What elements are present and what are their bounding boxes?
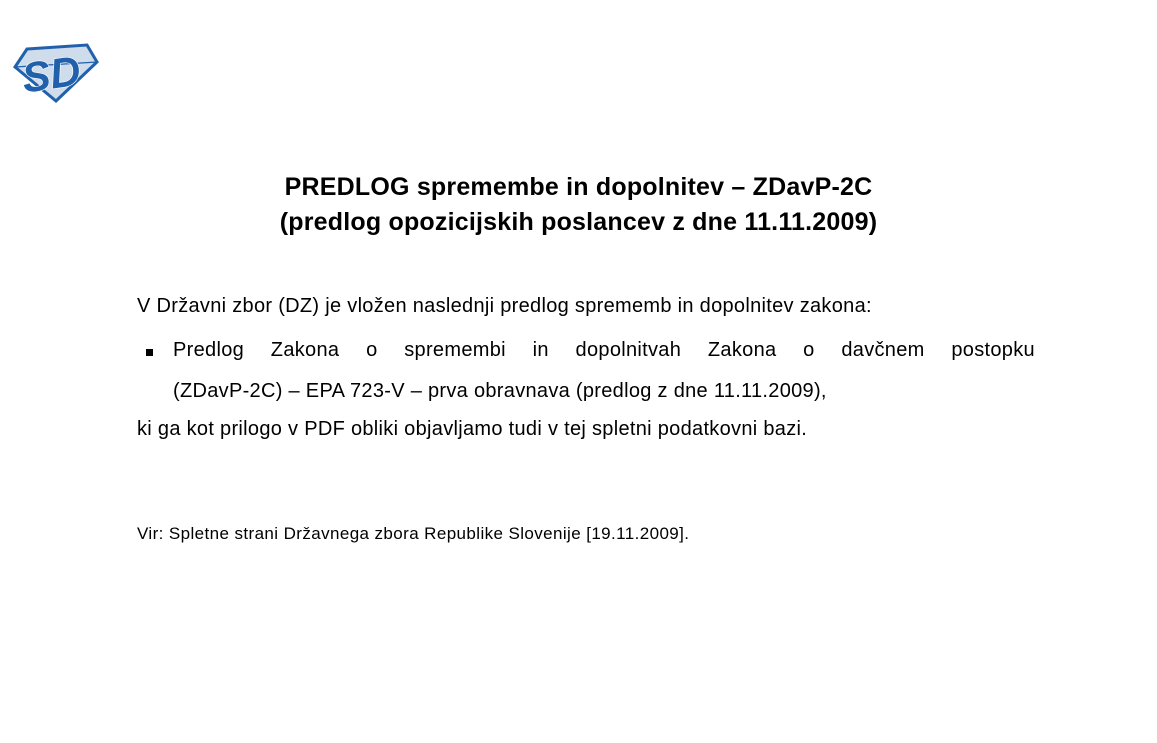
title-line-2: (predlog opozicijskih poslancev z dne 11.11.2009) <box>279 208 878 236</box>
bullet-item-line-2: (ZDavP-2C) – EPA 723-V – prva obravnava (predlog z dne 11.11.2009), <box>173 380 827 402</box>
page-title <box>0 170 1157 240</box>
closing-paragraph: ki ga kot prilogo v PDF obliki objavljamo tudi v tej spletni podatkovni bazi. <box>137 418 808 440</box>
bullet-item-line-1: Predlog Zakona o spremembi in dopolnitvah Zakona o davčnem postopku <box>173 339 1035 361</box>
sd-diamond-icon <box>13 43 99 103</box>
bullet-square-icon <box>146 349 153 356</box>
sd-logo <box>13 43 99 103</box>
title-line-1: PREDLOG spremembe in dopolnitev – ZDavP-2C <box>284 173 873 201</box>
sd-logo-letters: SD <box>19 46 84 102</box>
source-citation: Vir: Spletne strani Državnega zbora Republike Slovenije [19.11.2009]. <box>137 524 690 543</box>
intro-paragraph: V Državni zbor (DZ) je vložen naslednji predlog sprememb in dopolnitev zakona: <box>137 295 872 317</box>
